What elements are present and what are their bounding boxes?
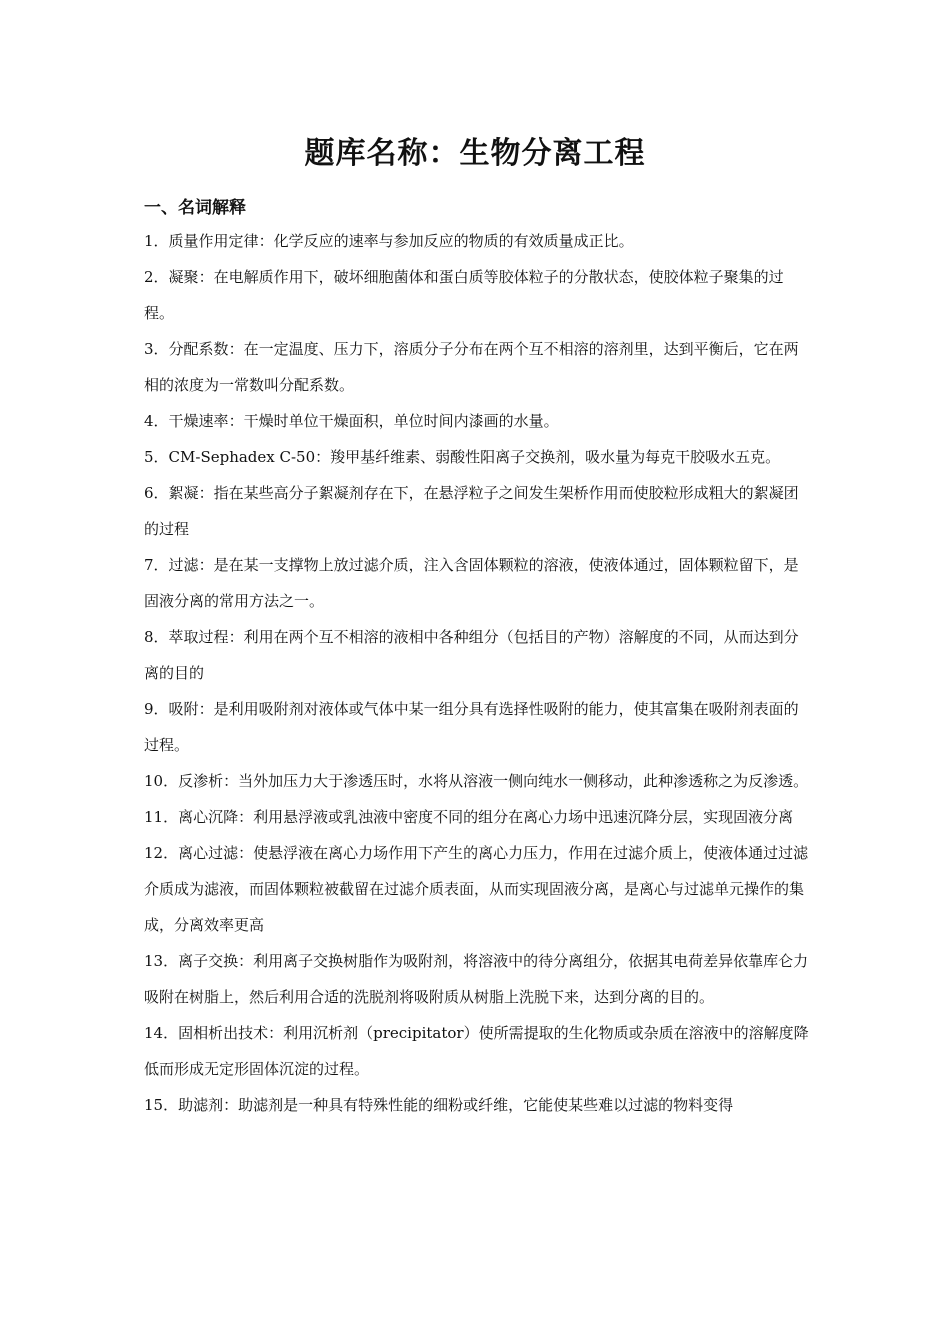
entry-term: 吸附 [168, 700, 199, 718]
entry-separator: ： [228, 340, 244, 358]
entry-separator: ： [315, 448, 331, 466]
definition-entry [144, 1087, 810, 1123]
entry-number: 14． [144, 1024, 179, 1042]
entry-definition: 利用悬浮液或乳浊液中密度不同的组分在离心力场中迅速沉降分层，实现固液分离 [253, 808, 794, 826]
entry-separator: ： [238, 844, 254, 862]
entry-separator: ： [228, 628, 244, 646]
section-heading: 一、名词解释 [144, 198, 246, 218]
entry-number: 13． [144, 952, 179, 970]
definition-entry [144, 331, 810, 403]
entry-term: 离心过滤 [178, 844, 239, 862]
entry-number: 12． [144, 844, 179, 862]
definition-entry [144, 547, 810, 619]
entry-number: 9． [144, 700, 169, 718]
entry-separator: ： [223, 772, 239, 790]
definition-entry [144, 223, 810, 259]
entry-separator: ： [198, 700, 214, 718]
entry-number: 5． [144, 448, 169, 466]
definition-entry [144, 1015, 810, 1087]
entry-separator: ： [198, 484, 214, 502]
entry-number: 6． [144, 484, 169, 502]
entry-separator: ： [198, 556, 214, 574]
definition-entry [144, 403, 810, 439]
entry-separator: ： [268, 1024, 284, 1042]
entry-term: 离心沉降 [178, 808, 239, 826]
entry-term: 离子交换 [178, 952, 239, 970]
entry-term: 质量作用定律 [168, 232, 259, 250]
entry-separator: ： [198, 268, 214, 286]
entry-definition: 利用沉析剂（precipitator）使所需提取的生化物质或杂质在溶液中的溶解度降低而形成无定形固体沉淀的过程。 [144, 1024, 809, 1078]
page-title: 题库名称：生物分离工程 [304, 136, 646, 171]
definition-entry [144, 799, 810, 835]
entry-definition: 在一定温度、压力下，溶质分子分布在两个互不相溶的溶剂里，达到平衡后，它在两相的浓度为一常数叫分配系数。 [144, 340, 799, 394]
definition-entry [144, 691, 810, 763]
entry-number: 7． [144, 556, 169, 574]
entry-term: 凝聚 [168, 268, 199, 286]
entry-separator: ： [238, 808, 254, 826]
entry-number: 8． [144, 628, 169, 646]
entry-number: 11． [144, 808, 179, 826]
entry-number: 10． [144, 772, 179, 790]
entry-term: 干燥速率 [168, 412, 229, 430]
entry-definition: 当外加压力大于渗透压时，水将从溶液一侧向纯水一侧移动，此种渗透称之为反渗透。 [238, 772, 809, 790]
entry-number: 1． [144, 232, 169, 250]
entry-number: 4． [144, 412, 169, 430]
entry-term: 分配系数 [168, 340, 229, 358]
entry-term: 过滤 [168, 556, 199, 574]
entry-definition: 干燥时单位干燥面积，单位时间内漆画的水量。 [243, 412, 559, 430]
definition-entry [144, 763, 810, 799]
entry-number: 3． [144, 340, 169, 358]
entry-definition: 化学反应的速率与参加反应的物质的有效质量成正比。 [273, 232, 634, 250]
definition-entry [144, 475, 810, 547]
entry-definition: 羧甲基纤维素、弱酸性阳离子交换剂，吸水量为每克干胶吸水五克。 [330, 448, 781, 466]
entry-number: 2． [144, 268, 169, 286]
entry-term: 固相析出技术 [178, 1024, 269, 1042]
definition-entry [144, 439, 810, 475]
entry-definition: 助滤剂是一种具有特殊性能的细粉或纤维，它能使某些难以过滤的物料变得 [238, 1096, 734, 1114]
entry-definition: 在电解质作用下，破坏细胞菌体和蛋白质等胶体粒子的分散状态，使胶体粒子聚集的过程。 [144, 268, 784, 322]
entry-separator: ： [223, 1096, 239, 1114]
definition-entry [144, 835, 810, 943]
definition-entry [144, 619, 810, 691]
entry-term: 萃取过程 [168, 628, 229, 646]
entry-number: 15． [144, 1096, 179, 1114]
entry-definition: 利用在两个互不相溶的液相中各种组分（包括目的产物）溶解度的不同，从而达到分离的目的 [144, 628, 799, 682]
entry-definition: 是利用吸附剂对液体或气体中某一组分具有选择性吸附的能力，使其富集在吸附剂表面的过程。 [144, 700, 799, 754]
entry-separator: ： [258, 232, 274, 250]
entry-term: 反渗析 [178, 772, 224, 790]
entry-definition: 是在某一支撑物上放过滤介质，注入含固体颗粒的溶液，使液体通过，固体颗粒留下，是固液分离的常用方法之一。 [144, 556, 799, 610]
entry-term: 絮凝 [168, 484, 199, 502]
entry-definition: 利用离子交换树脂作为吸附剂，将溶液中的待分离组分，依据其电荷差异依靠库仑力吸附在树脂上，然后利用合适的洗脱剂将吸附质从树脂上洗脱下来，达到分离的目的。 [144, 952, 809, 1006]
entry-definition: 指在某些高分子絮凝剂存在下，在悬浮粒子之间发生架桥作用而使胶粒形成粗大的絮凝团的过程 [144, 484, 799, 538]
entry-term: 助滤剂 [178, 1096, 224, 1114]
entry-term: CM-Sephadex C-50 [168, 448, 316, 466]
definition-entry [144, 943, 810, 1015]
entry-separator: ： [228, 412, 244, 430]
entry-separator: ： [238, 952, 254, 970]
definition-list [144, 223, 810, 1123]
entry-definition: 使悬浮液在离心力场作用下产生的离心力压力，作用在过滤介质上，使液体通过过滤介质成为滤液，而固体颗粒被截留在过滤介质表面，从而实现固液分离，是离心与过滤单元操作的集成，分离效率更高 [144, 844, 809, 934]
definition-entry [144, 259, 810, 331]
